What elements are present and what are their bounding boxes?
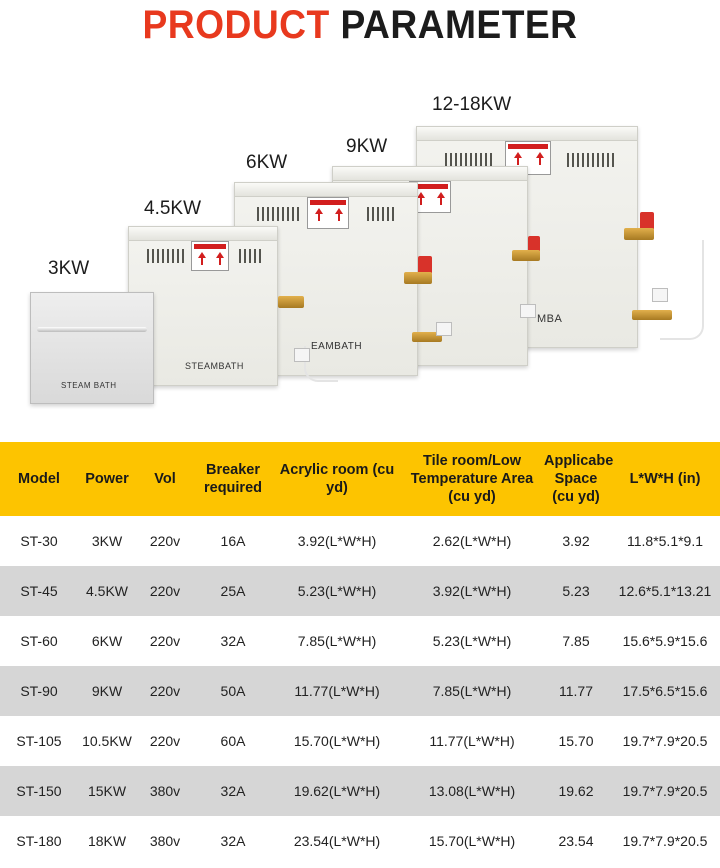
unit-3kw	[30, 292, 154, 404]
table-header-row	[0, 442, 720, 516]
cell-dimensions: 15.6*5.9*15.6	[610, 616, 720, 666]
cell-model: ST-45	[0, 566, 78, 616]
cell-tile-room: 13.08(L*W*H)	[402, 766, 542, 816]
valve-brass-icon	[624, 228, 654, 240]
col-header-model: Model	[0, 442, 78, 516]
cell-applicable-space: 5.23	[542, 566, 610, 616]
brand-text: EAMBATH	[311, 341, 363, 352]
table-row	[0, 616, 720, 666]
cell-acrylic-room: 23.54(L*W*H)	[272, 816, 402, 866]
col-header-applicable-space: Applicabe Space (cu yd)	[542, 442, 610, 516]
cell-tile-room: 2.62(L*W*H)	[402, 516, 542, 566]
table-row	[0, 516, 720, 566]
cell-breaker: 60A	[194, 716, 272, 766]
table-row	[0, 816, 720, 866]
cell-power: 4.5KW	[78, 566, 136, 616]
cell-model: ST-150	[0, 766, 78, 816]
cell-tile-room: 5.23(L*W*H)	[402, 616, 542, 666]
cell-acrylic-room: 7.85(L*W*H)	[272, 616, 402, 666]
cell-dimensions: 12.6*5.1*13.21	[610, 566, 720, 616]
col-header-vol: Vol	[136, 442, 194, 516]
cell-vol: 220v	[136, 666, 194, 716]
product-lineup-image	[0, 60, 720, 440]
cell-applicable-space: 7.85	[542, 616, 610, 666]
table-row	[0, 716, 720, 766]
cell-power: 6KW	[78, 616, 136, 666]
warning-label-icon	[191, 241, 229, 271]
col-header-tile-room: Tile room/Low Temperature Area (cu yd)	[402, 442, 542, 516]
cell-power: 18KW	[78, 816, 136, 866]
cell-model: ST-30	[0, 516, 78, 566]
label-12-18kw: 12-18KW	[432, 94, 512, 115]
title-part-parameter: PARAMETER	[329, 3, 578, 47]
page-title	[25, 2, 695, 48]
cell-tile-room: 3.92(L*W*H)	[402, 566, 542, 616]
cell-model: ST-90	[0, 666, 78, 716]
cell-acrylic-room: 15.70(L*W*H)	[272, 716, 402, 766]
vent-slots	[445, 153, 492, 167]
cell-breaker: 50A	[194, 666, 272, 716]
cell-acrylic-room: 5.23(L*W*H)	[272, 566, 402, 616]
vent-slots	[257, 207, 299, 221]
spec-table	[0, 442, 720, 866]
cell-applicable-space: 3.92	[542, 516, 610, 566]
brand-text: MBA	[537, 313, 563, 325]
cell-model: ST-105	[0, 716, 78, 766]
valve-brass-icon	[278, 296, 304, 308]
cell-acrylic-room: 11.77(L*W*H)	[272, 666, 402, 716]
vent-slots	[367, 207, 394, 221]
cell-vol: 220v	[136, 566, 194, 616]
cell-vol: 220v	[136, 716, 194, 766]
table-row	[0, 566, 720, 616]
col-header-power: Power	[78, 442, 136, 516]
cell-applicable-space: 23.54	[542, 816, 610, 866]
label-4-5kw: 4.5KW	[144, 198, 202, 219]
cell-applicable-space: 15.70	[542, 716, 610, 766]
cell-power: 15KW	[78, 766, 136, 816]
cell-breaker: 25A	[194, 566, 272, 616]
title-part-product: PRODUCT	[142, 3, 330, 47]
cell-tile-room: 15.70(L*W*H)	[402, 816, 542, 866]
cell-power: 3KW	[78, 516, 136, 566]
cell-breaker: 32A	[194, 616, 272, 666]
cell-dimensions: 19.7*7.9*20.5	[610, 766, 720, 816]
cell-vol: 380v	[136, 766, 194, 816]
table-row	[0, 666, 720, 716]
label-3kw: 3KW	[48, 258, 90, 279]
label-9kw: 9KW	[346, 136, 388, 157]
cell-applicable-space: 19.62	[542, 766, 610, 816]
cell-acrylic-room: 19.62(L*W*H)	[272, 766, 402, 816]
cell-model: ST-180	[0, 816, 78, 866]
pipe	[660, 240, 704, 340]
col-header-acrylic-room: Acrylic room (cu yd)	[272, 442, 402, 516]
cell-dimensions: 17.5*6.5*15.6	[610, 666, 720, 716]
vent-slots	[239, 249, 261, 263]
cell-dimensions: 11.8*5.1*9.1	[610, 516, 720, 566]
cell-breaker: 32A	[194, 816, 272, 866]
cell-tile-room: 7.85(L*W*H)	[402, 666, 542, 716]
cell-model: ST-60	[0, 616, 78, 666]
valve-brass-icon	[404, 272, 432, 284]
col-header-breaker: Breaker required	[194, 442, 272, 516]
sensor-icon	[520, 304, 536, 318]
warning-label-icon	[307, 197, 349, 229]
cell-power: 10.5KW	[78, 716, 136, 766]
cell-applicable-space: 11.77	[542, 666, 610, 716]
brand-text: STEAM BATH	[61, 381, 117, 390]
cell-vol: 220v	[136, 616, 194, 666]
cell-dimensions: 19.7*7.9*20.5	[610, 816, 720, 866]
cell-vol: 220v	[136, 516, 194, 566]
cell-breaker: 32A	[194, 766, 272, 816]
vent-slots	[567, 153, 614, 167]
table-row	[0, 766, 720, 816]
brand-text: STEAMBATH	[185, 361, 244, 371]
cell-dimensions: 19.7*7.9*20.5	[610, 716, 720, 766]
cell-acrylic-room: 3.92(L*W*H)	[272, 516, 402, 566]
cell-breaker: 16A	[194, 516, 272, 566]
cell-vol: 380v	[136, 816, 194, 866]
cell-tile-room: 11.77(L*W*H)	[402, 716, 542, 766]
col-header-dimensions: L*W*H (in)	[610, 442, 720, 516]
valve-brass-icon	[512, 250, 540, 261]
vent-slots	[147, 249, 184, 263]
label-6kw: 6KW	[246, 152, 288, 173]
sensor-icon	[294, 348, 310, 362]
sensor-icon	[436, 322, 452, 336]
cell-power: 9KW	[78, 666, 136, 716]
